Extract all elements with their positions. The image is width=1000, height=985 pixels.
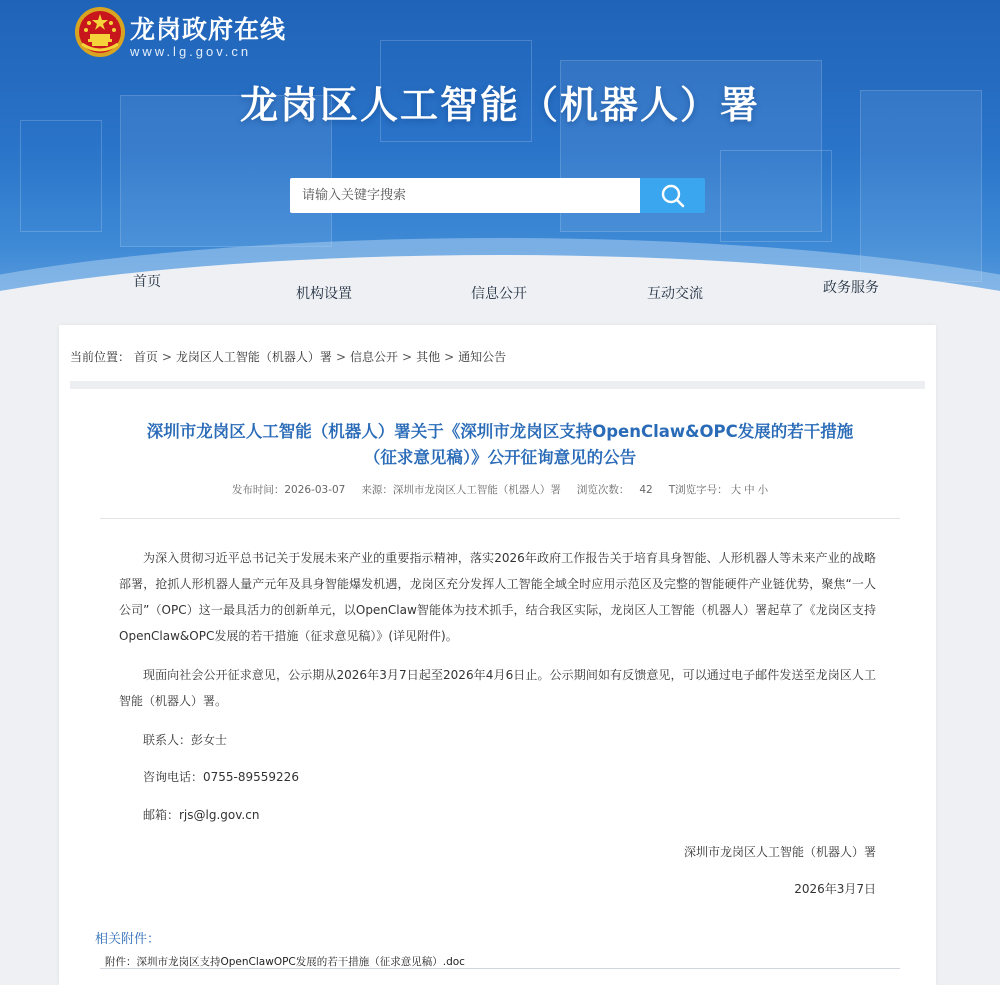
- department-title: 龙岗区人工智能（机器人）署: [239, 83, 760, 127]
- breadcrumb-prefix: 当前位置：: [70, 350, 131, 364]
- breadcrumb-separator: >: [402, 350, 413, 364]
- nav-organization[interactable]: 机构设置: [296, 286, 352, 302]
- breadcrumb-info[interactable]: 信息公开: [350, 350, 399, 364]
- banner-decoration: [720, 150, 832, 242]
- national-emblem-icon: [74, 6, 126, 58]
- attachment-divider: [100, 968, 900, 969]
- article-title: [100, 419, 900, 471]
- breadcrumb-notice[interactable]: 通知公告: [458, 350, 507, 364]
- publish-date: 2026-03-07: [284, 484, 346, 496]
- source-value: 深圳市龙岗区人工智能（机器人）署: [392, 484, 561, 496]
- signature: 深圳市龙岗区人工智能（机器人）署: [683, 845, 876, 859]
- publish-label: 发布时间：: [231, 484, 285, 496]
- breadcrumb-separator: >: [161, 350, 172, 364]
- breadcrumb-separator: >: [444, 350, 455, 364]
- banner-decoration: [20, 120, 102, 232]
- search-icon: [660, 183, 686, 209]
- article-paragraph: 现面向社会公开征求意见，公示期从2026年3月7日起至2026年4月6日止。公示期间如有反馈意见，可以通过电子邮件发送至龙岗区人工智能（机器人）署。: [119, 668, 876, 708]
- article-meta: [100, 482, 900, 497]
- breadcrumb-divider: [70, 381, 925, 389]
- font-size-small[interactable]: 小: [757, 484, 769, 496]
- attachments-title: 相关附件：: [95, 932, 161, 947]
- contact-email: 邮箱：rjs@lg.gov.cn: [143, 808, 260, 822]
- article-paragraph: 为深入贯彻习近平总书记关于发展未来产业的重要指示精神，落实2026年政府工作报告关于培育具身智能、人形机器人等未来产业的战略部署，抢抓人形机器人量产元年及具身智能爆发机遇，龙岗区充分发挥人工智能全域全时应用示范区及完整的智能硬件产业链优势，聚焦“一人公司”（OPC）这一最具活力的创新单元，以OpenClaw智能体为技术抓手，结合我区实际，龙岗区人工智能（机器人）署起草了《龙岗区支持OpenClaw&OPC发展的若干措施（征求意见稿）》(详见附件)。: [119, 551, 876, 643]
- nav-home[interactable]: 首页: [133, 274, 161, 290]
- views-label: 浏览次数：: [576, 484, 630, 496]
- breadcrumb: [70, 348, 506, 365]
- font-size-medium[interactable]: 中: [744, 484, 755, 496]
- source-label: 来源：: [361, 484, 393, 496]
- site-url: www.lg.gov.cn: [130, 44, 252, 59]
- contact-phone: 咨询电话：0755-89559226: [143, 770, 299, 784]
- font-size-large[interactable]: 大: [730, 484, 742, 496]
- font-size-label: T浏览字号：: [668, 484, 728, 496]
- article-title-line: （征求意见稿）》公开征询意见的公告: [363, 448, 637, 467]
- nav-interaction[interactable]: 互动交流: [647, 286, 703, 302]
- signature-date: 2026年3月7日: [794, 882, 876, 896]
- site-name[interactable]: 龙岗政府在线: [130, 15, 287, 44]
- search-button[interactable]: [640, 178, 705, 213]
- breadcrumb-department[interactable]: 龙岗区人工智能（机器人）署: [175, 350, 332, 364]
- breadcrumb-separator: >: [335, 350, 346, 364]
- views-count: 42: [639, 484, 653, 496]
- attachment-link[interactable]: 附件：深圳市龙岗区支持OpenClawOPC发展的若干措施（征求意见稿）.doc: [105, 956, 465, 968]
- nav-gov-services[interactable]: 政务服务: [823, 280, 879, 296]
- search-input[interactable]: [290, 178, 640, 213]
- article-title-line: 深圳市龙岗区人工智能（机器人）署关于《深圳市龙岗区支持OpenClaw&OPC发展的若干措施: [146, 422, 854, 441]
- nav-info-disclosure[interactable]: 信息公开: [471, 286, 527, 302]
- breadcrumb-home[interactable]: 首页: [133, 350, 158, 364]
- meta-divider: [100, 518, 900, 519]
- breadcrumb-other[interactable]: 其他: [416, 350, 441, 364]
- contact-person: 联系人：彭女士: [143, 733, 228, 747]
